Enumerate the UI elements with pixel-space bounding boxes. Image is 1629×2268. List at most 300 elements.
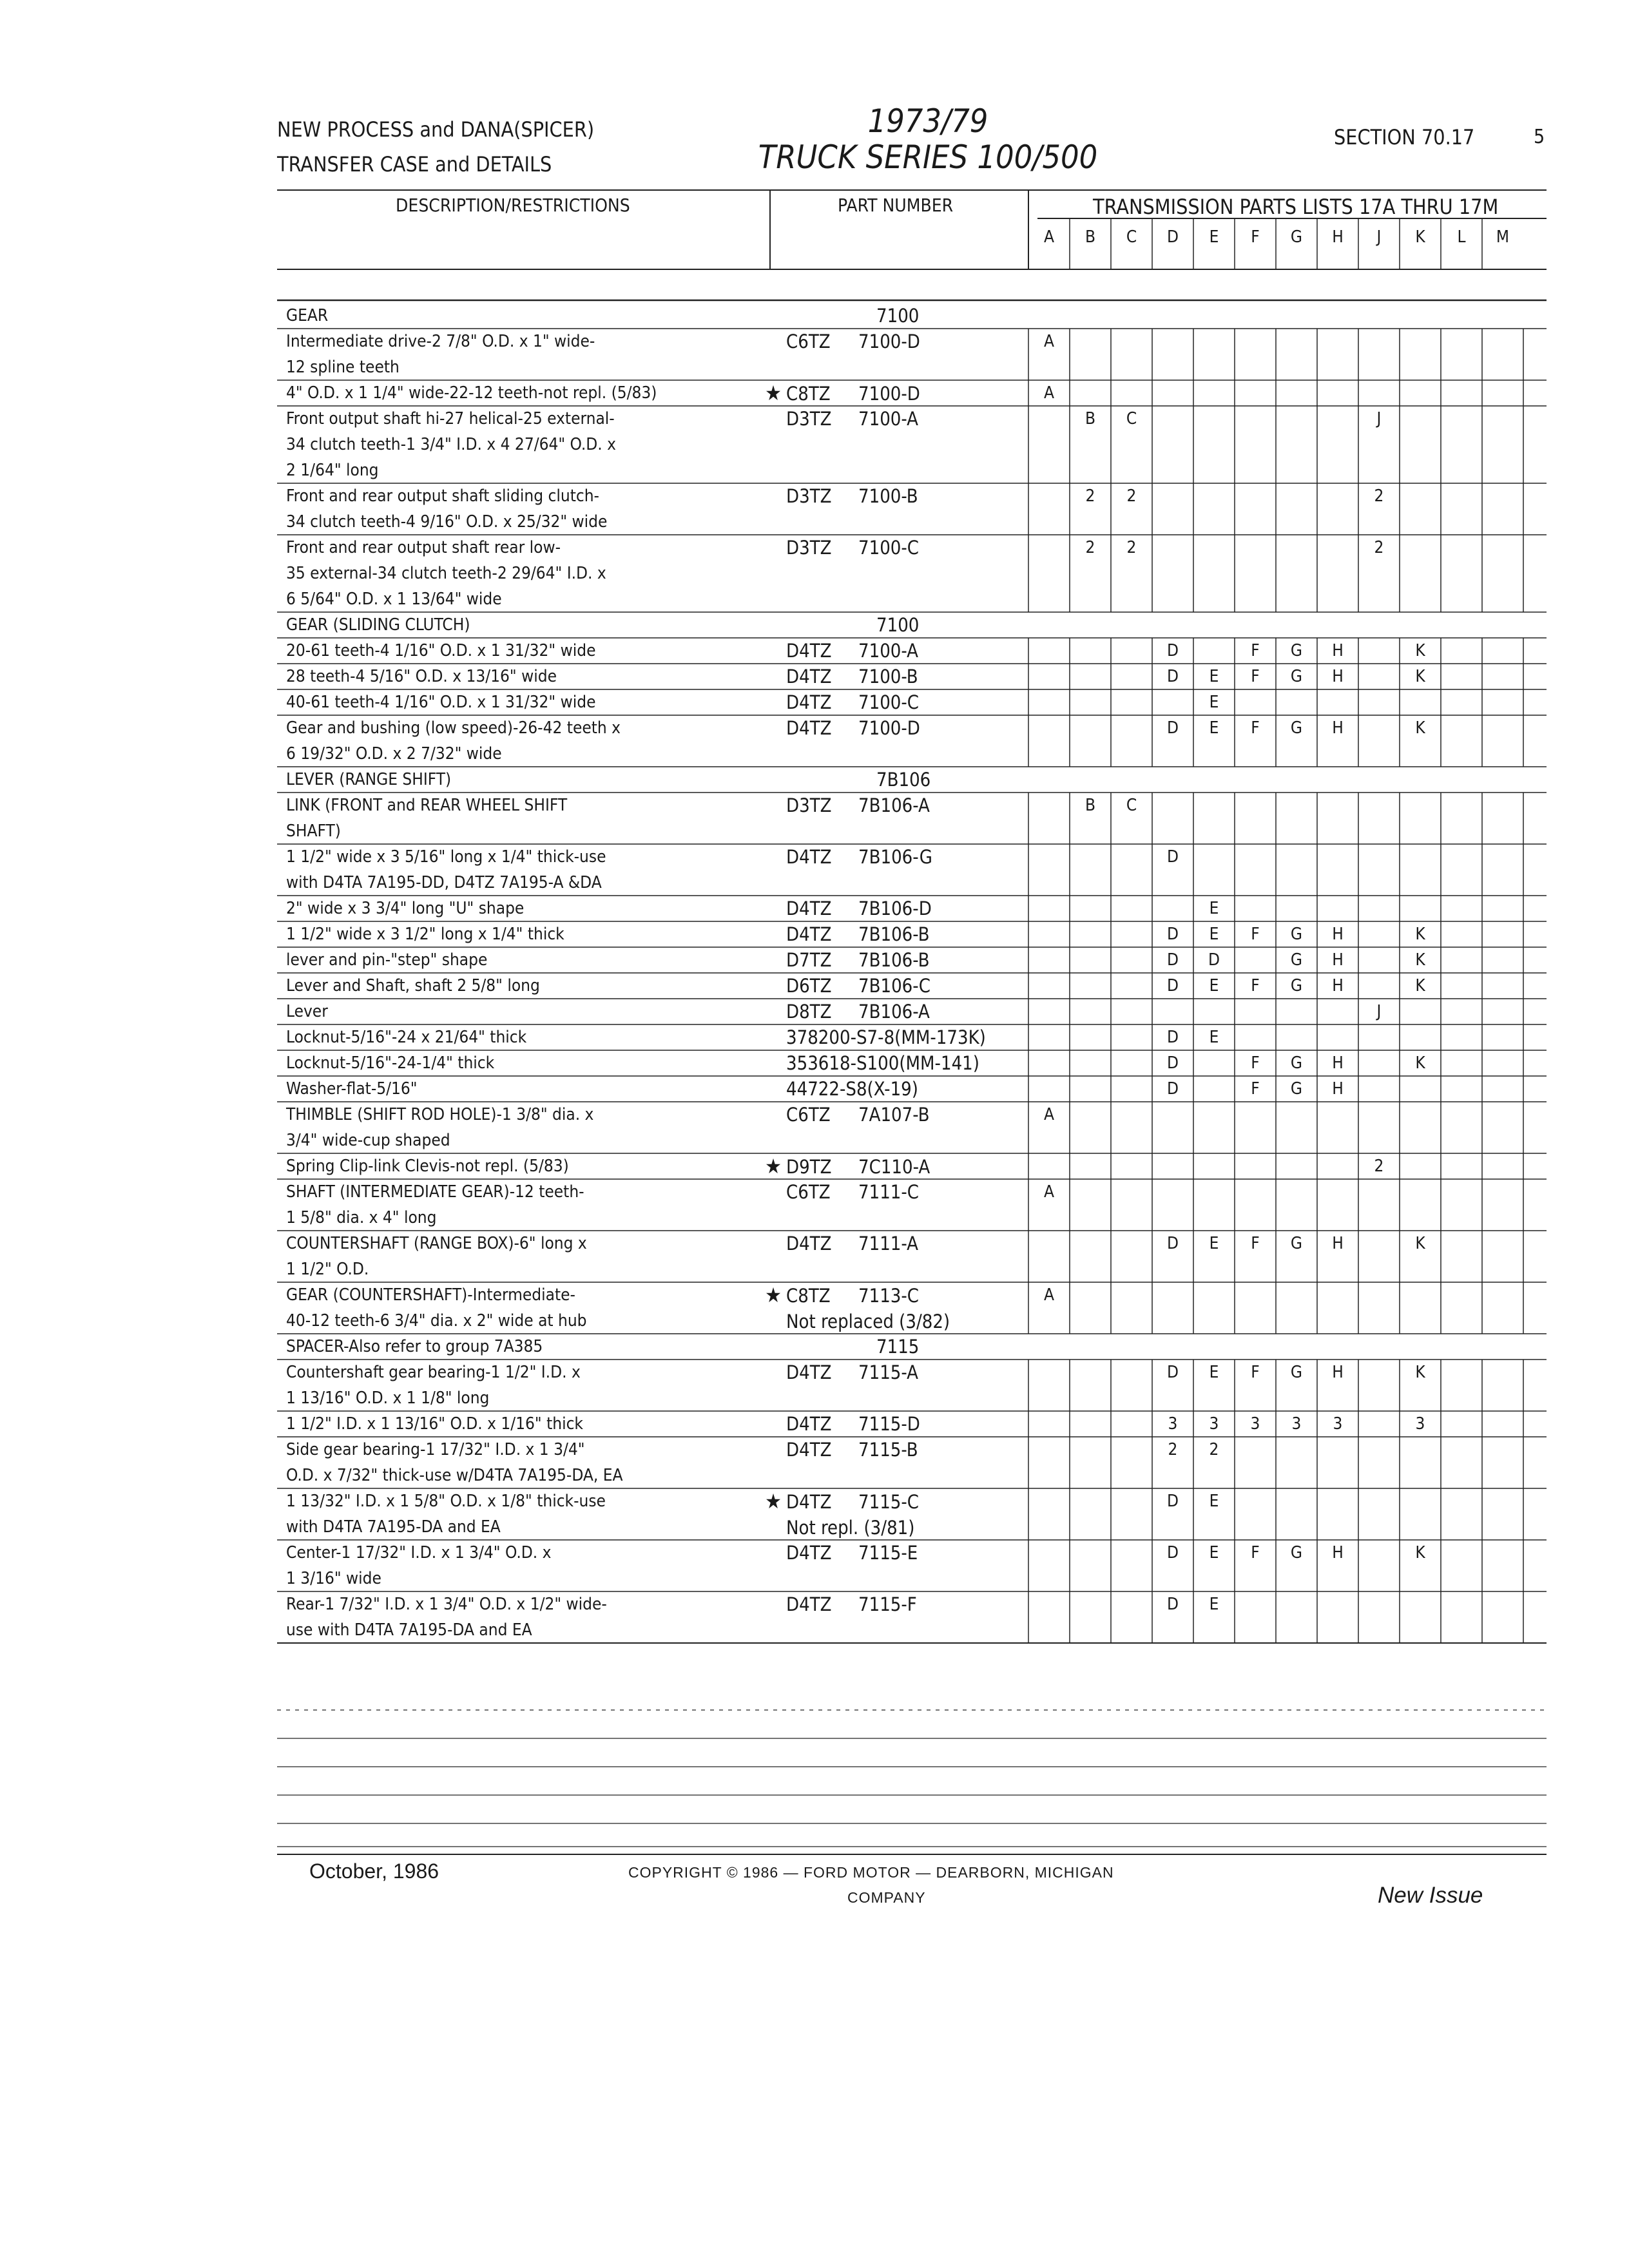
usage-cell-e: E <box>1209 693 1219 712</box>
usage-cell-e: E <box>1209 1492 1219 1511</box>
usage-cell-d: D <box>1166 1363 1179 1382</box>
usage-cell-a: A <box>1044 1285 1054 1305</box>
usage-cell-e: D <box>1208 950 1220 970</box>
usage-cell-e: E <box>1209 899 1219 918</box>
part-base: 7B106-G <box>858 846 932 868</box>
table-row <box>277 896 1612 921</box>
usage-cell-e: E <box>1209 925 1219 944</box>
table-row <box>277 1488 1612 1540</box>
part-base: 7C110-A <box>858 1156 930 1178</box>
description-line: GEAR (COUNTERSHAFT)-Intermediate- <box>286 1285 575 1305</box>
part-number <box>786 638 918 664</box>
description-line: 34 clutch teeth-4 9/16" O.D. x 25/32" wide <box>286 512 608 532</box>
part-number <box>786 1231 918 1256</box>
description-line: LINK (FRONT and REAR WHEEL SHIFT <box>286 796 568 815</box>
part-number <box>786 483 918 509</box>
part-number: 44722-S8(X-19) <box>786 1078 918 1100</box>
description-line: Front output shaft hi-27 helical-25 external- <box>286 409 615 428</box>
part-number <box>786 715 920 741</box>
letter-header-l: L <box>1457 227 1466 247</box>
usage-cell-d: D <box>1166 667 1179 686</box>
letter-header-d: D <box>1166 227 1179 247</box>
part-number <box>786 1591 917 1617</box>
letter-header-m: M <box>1496 227 1510 247</box>
part-prefix: D3TZ <box>786 485 832 507</box>
table-row <box>277 483 1612 535</box>
group-part-number: 7115 <box>876 1336 920 1358</box>
description-line: Lever and Shaft, shaft 2 5/8" long <box>286 976 540 995</box>
row-description <box>286 1360 1040 1411</box>
usage-cell-e: E <box>1209 976 1219 995</box>
part-base: 7B106-A <box>858 794 930 816</box>
description-line: 12 spline teeth <box>286 358 400 377</box>
part-prefix: D4TZ <box>786 1361 832 1383</box>
part-prefix: D7TZ <box>786 949 832 971</box>
description-line: 1 5/8" dia. x 4" long <box>286 1208 437 1227</box>
usage-cell-k: K <box>1415 718 1425 738</box>
usage-cell-d: D <box>1166 1053 1179 1073</box>
letter-header-f: F <box>1251 227 1260 247</box>
usage-cell-e: E <box>1209 667 1219 686</box>
usage-cell-h: H <box>1332 641 1344 660</box>
description-line: 40-12 teeth-6 3/4" dia. x 2" wide at hub <box>286 1311 587 1331</box>
row-description <box>286 303 1040 329</box>
part-prefix: D4TZ <box>786 1233 832 1254</box>
part-prefix: D9TZ <box>786 1156 832 1178</box>
description-line: 34 clutch teeth-1 3/4" I.D. x 4 27/64" O.D. x <box>286 435 617 454</box>
usage-cell-f: 3 <box>1250 1414 1260 1434</box>
part-base: 7100-A <box>858 640 919 662</box>
table-row <box>277 921 1612 947</box>
description-line: lever and pin-"step" shape <box>286 950 488 970</box>
usage-cell-h: H <box>1332 1234 1344 1253</box>
replacement-note: Not replaced (3/82) <box>786 1311 950 1332</box>
usage-cell-j: J <box>1376 1002 1382 1021</box>
description-line: 4" O.D. x 1 1/4" wide-22-12 teeth-not repl. (5/83) <box>286 383 657 403</box>
description-line: Countershaft gear bearing-1 1/2" I.D. x <box>286 1363 581 1382</box>
description-line: 1 1/2" wide x 3 1/2" long x 1/4" thick <box>286 925 564 944</box>
usage-cell-d: D <box>1166 1492 1179 1511</box>
usage-cell-f: F <box>1251 925 1260 944</box>
part-base: 7111-C <box>858 1181 920 1203</box>
letter-header-a: A <box>1044 227 1054 247</box>
usage-cell-g: G <box>1290 641 1303 660</box>
group-part-number: 7B106 <box>876 769 931 791</box>
part-number <box>786 1102 930 1128</box>
letter-header-k: K <box>1415 227 1425 247</box>
column-header-part-number: PART NUMBER <box>838 195 954 216</box>
part-base: 7100-B <box>858 485 918 507</box>
usage-cell-g: G <box>1290 1234 1303 1253</box>
row-description <box>286 638 1040 664</box>
usage-cell-e: E <box>1209 1595 1219 1614</box>
part-number <box>786 896 932 921</box>
part-prefix: C6TZ <box>786 1104 831 1126</box>
part-base: 7115-E <box>858 1542 918 1564</box>
part-number <box>786 406 918 432</box>
part-base: 7100-D <box>858 331 920 352</box>
row-description <box>286 612 1040 638</box>
description-line: THIMBLE (SHIFT ROD HOLE)-1 3/8" dia. x <box>286 1105 594 1124</box>
usage-cell-d: D <box>1166 976 1179 995</box>
row-description <box>286 380 1040 406</box>
usage-cell-h: H <box>1332 1543 1344 1562</box>
part-number: 378200-S7-8(MM-173K) <box>786 1026 986 1048</box>
part-number <box>786 793 930 818</box>
description-line: Lever <box>286 1002 328 1021</box>
description-line: 1 1/2" wide x 3 5/16" long x 1/4" thick-use <box>286 847 606 867</box>
usage-cell-j: 2 <box>1374 486 1384 506</box>
usage-cell-d: D <box>1166 1028 1179 1047</box>
usage-cell-g: 3 <box>1291 1414 1302 1434</box>
description-line: O.D. x 7/32" thick-use w/D4TA 7A195-DA, EA <box>286 1466 623 1485</box>
header-left-line2: TRANSFER CASE and DETAILS <box>277 152 552 177</box>
usage-cell-h: H <box>1332 1053 1344 1073</box>
table-row <box>277 999 1612 1024</box>
usage-cell-b: B <box>1084 796 1096 815</box>
usage-cell-e: E <box>1209 1234 1219 1253</box>
table-row <box>277 1437 1612 1488</box>
part-base: 7B106-B <box>858 923 930 945</box>
description-line: 35 external-34 clutch teeth-2 29/64" I.D. x <box>286 564 606 583</box>
usage-cell-j: 2 <box>1374 538 1384 557</box>
column-header-description: DESCRIPTION/RESTRICTIONS <box>396 195 630 216</box>
header-left-line1: NEW PROCESS and DANA(SPICER) <box>277 117 595 142</box>
part-number <box>786 329 920 354</box>
table-row <box>277 664 1612 689</box>
part-prefix: D4TZ <box>786 923 832 945</box>
usage-cell-e: E <box>1209 1028 1219 1047</box>
description-line: Locknut-5/16"-24-1/4" thick <box>286 1053 495 1073</box>
table-row <box>277 1231 1612 1282</box>
usage-cell-g: G <box>1290 1079 1303 1099</box>
description-line: 20-61 teeth-4 1/16" O.D. x 1 31/32" wide <box>286 641 596 660</box>
table-row <box>277 380 1612 406</box>
row-description <box>286 1076 1040 1102</box>
row-description <box>286 689 1040 715</box>
usage-cell-f: F <box>1251 1079 1260 1099</box>
table-row <box>277 535 1612 612</box>
part-base: 7113-C <box>858 1285 920 1307</box>
table-row <box>277 1334 1612 1360</box>
part-prefix: D4TZ <box>786 1491 832 1513</box>
description-line: Center-1 17/32" I.D. x 1 3/4" O.D. x <box>286 1543 552 1562</box>
part-prefix: D4TZ <box>786 846 832 868</box>
usage-cell-e: E <box>1209 718 1219 738</box>
usage-cell-d: D <box>1166 718 1179 738</box>
page-number: 5 <box>1534 126 1545 148</box>
description-line: 2 1/64" long <box>286 461 379 480</box>
usage-cell-h: H <box>1332 718 1344 738</box>
group-part-number: 7100 <box>876 305 920 327</box>
usage-cell-d: 3 <box>1168 1414 1178 1434</box>
part-base: 7100-D <box>858 383 920 405</box>
description-line: 1 13/32" I.D. x 1 5/8" O.D. x 1/8" thick-use <box>286 1492 606 1511</box>
replacement-note: Not repl. (3/81) <box>786 1517 915 1539</box>
part-base: 7100-B <box>858 666 918 687</box>
table-row <box>277 329 1612 380</box>
part-number: 353618-S100(MM-141) <box>786 1052 979 1074</box>
usage-cell-c: C <box>1126 796 1137 815</box>
row-description <box>286 1437 1040 1488</box>
row-description <box>286 664 1040 689</box>
usage-cell-k: K <box>1415 925 1425 944</box>
table-row <box>277 689 1612 715</box>
description-line: 28 teeth-4 5/16" O.D. x 13/16" wide <box>286 667 557 686</box>
table-row <box>277 1153 1612 1179</box>
usage-cell-e: E <box>1209 1543 1219 1562</box>
description-line: GEAR <box>286 306 329 325</box>
part-number <box>765 1488 920 1541</box>
usage-cell-d: D <box>1166 925 1179 944</box>
usage-cell-k: K <box>1415 641 1425 660</box>
column-header-transmission: TRANSMISSION PARTS LISTS 17A THRU 17M <box>1093 195 1499 219</box>
star-icon: ★ <box>765 1489 782 1514</box>
description-line: Front and rear output shaft sliding clutch- <box>286 486 600 506</box>
usage-cell-f: F <box>1251 667 1260 686</box>
part-base: 7115-F <box>858 1593 917 1615</box>
usage-cell-b: 2 <box>1085 486 1095 506</box>
section-number: SECTION 70.17 <box>1334 125 1475 149</box>
usage-cell-c: C <box>1126 409 1137 428</box>
footer-copyright: COPYRIGHT © 1986 — FORD MOTOR — DEARBORN, MICHIGAN <box>628 1864 1114 1881</box>
footer-date: October, 1986 <box>309 1860 439 1883</box>
table-row <box>277 844 1612 896</box>
part-prefix: C8TZ <box>786 1285 831 1307</box>
usage-cell-f: F <box>1251 1363 1260 1382</box>
part-base: 7B106-C <box>858 975 930 997</box>
row-description <box>286 1411 1040 1437</box>
part-prefix: D4TZ <box>786 1593 832 1615</box>
part-prefix: C6TZ <box>786 1181 831 1203</box>
part-prefix: D4TZ <box>786 1439 832 1461</box>
usage-cell-a: A <box>1044 332 1054 351</box>
table-row <box>277 1102 1612 1153</box>
part-number <box>765 1282 950 1334</box>
usage-cell-c: 2 <box>1126 538 1137 557</box>
part-number <box>786 1411 920 1437</box>
description-line: with D4TA 7A195-DD, D4TZ 7A195-A &DA <box>286 873 602 892</box>
usage-cell-j: 2 <box>1374 1157 1384 1176</box>
usage-cell-h: H <box>1332 925 1344 944</box>
usage-cell-f: F <box>1251 1234 1260 1253</box>
part-prefix: D3TZ <box>786 794 832 816</box>
part-number <box>786 973 930 999</box>
table-row <box>277 303 1612 329</box>
description-line: use with D4TA 7A195-DA and EA <box>286 1620 532 1640</box>
part-prefix: D8TZ <box>786 1001 832 1023</box>
table-row <box>277 1179 1612 1231</box>
description-line: 1 1/2" I.D. x 1 13/16" O.D. x 1/16" thick <box>286 1414 583 1434</box>
usage-cell-e: 2 <box>1209 1440 1219 1459</box>
description-line: 2" wide x 3 3/4" long "U" shape <box>286 899 525 918</box>
table-row <box>277 1360 1612 1411</box>
usage-cell-d: D <box>1166 1234 1179 1253</box>
part-prefix: D4TZ <box>786 1542 832 1564</box>
description-line: COUNTERSHAFT (RANGE BOX)-6" long x <box>286 1234 587 1253</box>
usage-cell-h: H <box>1332 950 1344 970</box>
part-prefix: D3TZ <box>786 537 832 559</box>
table-row <box>277 973 1612 999</box>
row-description <box>286 715 1040 767</box>
usage-cell-a: A <box>1044 1182 1054 1202</box>
part-prefix: D4TZ <box>786 640 832 662</box>
letter-header-j: J <box>1376 227 1382 247</box>
letter-header-h: H <box>1332 227 1344 247</box>
usage-cell-f: F <box>1251 1543 1260 1562</box>
usage-cell-k: K <box>1415 950 1425 970</box>
row-description <box>286 1231 1040 1282</box>
description-line: Side gear bearing-1 17/32" I.D. x 1 3/4" <box>286 1440 585 1459</box>
table-row <box>277 715 1612 767</box>
part-prefix: C8TZ <box>786 383 831 405</box>
part-base: 7115-C <box>858 1491 920 1513</box>
usage-cell-d: 2 <box>1168 1440 1178 1459</box>
description-line: SPACER-Also refer to group 7A385 <box>286 1337 543 1356</box>
usage-cell-f: F <box>1251 641 1260 660</box>
part-number <box>765 380 920 407</box>
description-line: 3/4" wide-cup shaped <box>286 1131 450 1150</box>
row-description <box>286 406 1040 483</box>
table-row <box>277 406 1612 483</box>
header-year-range: 1973/79 <box>867 102 988 140</box>
part-number <box>786 921 930 947</box>
usage-cell-g: G <box>1290 1363 1303 1382</box>
description-line: Front and rear output shaft rear low- <box>286 538 561 557</box>
part-base: 7100-C <box>858 691 920 713</box>
part-number <box>786 947 930 973</box>
description-line: 1 13/16" O.D. x 1 1/8" long <box>286 1389 490 1408</box>
description-line: GEAR (SLIDING CLUTCH) <box>286 615 470 635</box>
part-prefix: D4TZ <box>786 717 832 739</box>
table-row <box>277 1024 1612 1050</box>
table-row <box>277 947 1612 973</box>
part-number <box>765 1153 930 1180</box>
usage-cell-g: G <box>1290 950 1303 970</box>
usage-cell-k: K <box>1415 1234 1425 1253</box>
usage-cell-d: D <box>1166 641 1179 660</box>
part-base: 7A107-B <box>858 1104 930 1126</box>
part-base: 7100-D <box>858 717 920 739</box>
table-row <box>277 638 1612 664</box>
part-prefix: D4TZ <box>786 1413 832 1435</box>
usage-cell-d: D <box>1166 1543 1179 1562</box>
usage-cell-k: 3 <box>1415 1414 1425 1434</box>
description-line: SHAFT) <box>286 822 341 841</box>
usage-cell-k: K <box>1415 667 1425 686</box>
group-part-number: 7100 <box>876 614 920 636</box>
description-line: with D4TA 7A195-DA and EA <box>286 1517 501 1537</box>
usage-cell-d: D <box>1166 950 1179 970</box>
part-number <box>786 844 932 870</box>
part-number <box>786 689 919 715</box>
description-line: Rear-1 7/32" I.D. x 1 3/4" O.D. x 1/2" wide- <box>286 1595 607 1614</box>
usage-cell-e: E <box>1209 1363 1219 1382</box>
table-row <box>277 793 1612 844</box>
row-description <box>286 1540 1040 1591</box>
usage-cell-j: J <box>1376 409 1382 428</box>
row-description <box>286 535 1040 612</box>
part-number <box>786 1540 918 1566</box>
letter-header-g: G <box>1290 227 1303 247</box>
usage-cell-d: D <box>1166 847 1179 867</box>
usage-cell-h: H <box>1332 1363 1344 1382</box>
description-line: LEVER (RANGE SHIFT) <box>286 770 452 789</box>
usage-cell-k: K <box>1415 976 1425 995</box>
usage-cell-c: 2 <box>1126 486 1137 506</box>
description-line: SHAFT (INTERMEDIATE GEAR)-12 teeth- <box>286 1182 584 1202</box>
description-line: 40-61 teeth-4 1/16" O.D. x 1 31/32" wide <box>286 693 596 712</box>
part-prefix: D3TZ <box>786 408 832 430</box>
table-row <box>277 1411 1612 1437</box>
usage-cell-g: G <box>1290 925 1303 944</box>
letter-header-b: B <box>1084 227 1096 247</box>
footer-status: New Issue <box>1378 1883 1483 1908</box>
part-prefix: D4TZ <box>786 666 832 687</box>
description-line: Intermediate drive-2 7/8" O.D. x 1" wide- <box>286 332 595 351</box>
description-line: Washer-flat-5/16" <box>286 1079 418 1099</box>
part-number <box>786 1179 919 1205</box>
table-row <box>277 612 1612 638</box>
usage-cell-d: D <box>1166 1079 1179 1099</box>
table-row <box>277 1282 1612 1334</box>
row-description <box>286 1488 1040 1540</box>
part-number <box>786 664 918 689</box>
star-icon: ★ <box>765 1283 782 1307</box>
description-line: Gear and bushing (low speed)-26-42 teeth x <box>286 718 621 738</box>
usage-cell-g: G <box>1290 976 1303 995</box>
part-base: 7B106-B <box>858 949 930 971</box>
letter-header-c: C <box>1126 227 1137 247</box>
usage-cell-f: F <box>1251 976 1260 995</box>
usage-cell-a: A <box>1044 383 1054 403</box>
header-truck-series: TRUCK SERIES 100/500 <box>758 139 1098 176</box>
row-description <box>286 1179 1040 1231</box>
row-description <box>286 483 1040 535</box>
row-description <box>286 1334 1040 1360</box>
usage-cell-g: G <box>1290 1053 1303 1073</box>
row-description <box>286 1591 1040 1643</box>
footer-copyright-company: COMPANY <box>847 1889 926 1906</box>
part-number <box>786 1360 918 1385</box>
usage-cell-k: K <box>1415 1363 1425 1382</box>
usage-cell-k: K <box>1415 1053 1425 1073</box>
part-prefix: D6TZ <box>786 975 832 997</box>
part-prefix: D4TZ <box>786 691 832 713</box>
usage-cell-k: K <box>1415 1543 1425 1562</box>
table-row <box>277 1050 1612 1076</box>
usage-cell-h: H <box>1332 667 1344 686</box>
part-prefix: D4TZ <box>786 898 832 919</box>
part-base: 7100-A <box>858 408 919 430</box>
description-line: 1 3/16" wide <box>286 1569 381 1588</box>
part-base: 7111-A <box>858 1233 919 1254</box>
description-line: Spring Clip-link Clevis-not repl. (5/83) <box>286 1157 569 1176</box>
part-number <box>786 1437 918 1463</box>
description-line: Locknut-5/16"-24 x 21/64" thick <box>286 1028 527 1047</box>
table-row <box>277 1076 1612 1102</box>
usage-cell-f: F <box>1251 1053 1260 1073</box>
part-base: 7B106-A <box>858 1001 930 1023</box>
part-base: 7115-B <box>858 1439 918 1461</box>
description-line: 6 5/64" O.D. x 1 13/64" wide <box>286 590 502 609</box>
usage-cell-d: D <box>1166 1595 1179 1614</box>
usage-cell-g: G <box>1290 1543 1303 1562</box>
star-icon: ★ <box>765 1154 782 1178</box>
part-base: 7115-D <box>858 1413 920 1435</box>
table-row <box>277 767 1612 793</box>
table-row <box>277 1540 1612 1591</box>
